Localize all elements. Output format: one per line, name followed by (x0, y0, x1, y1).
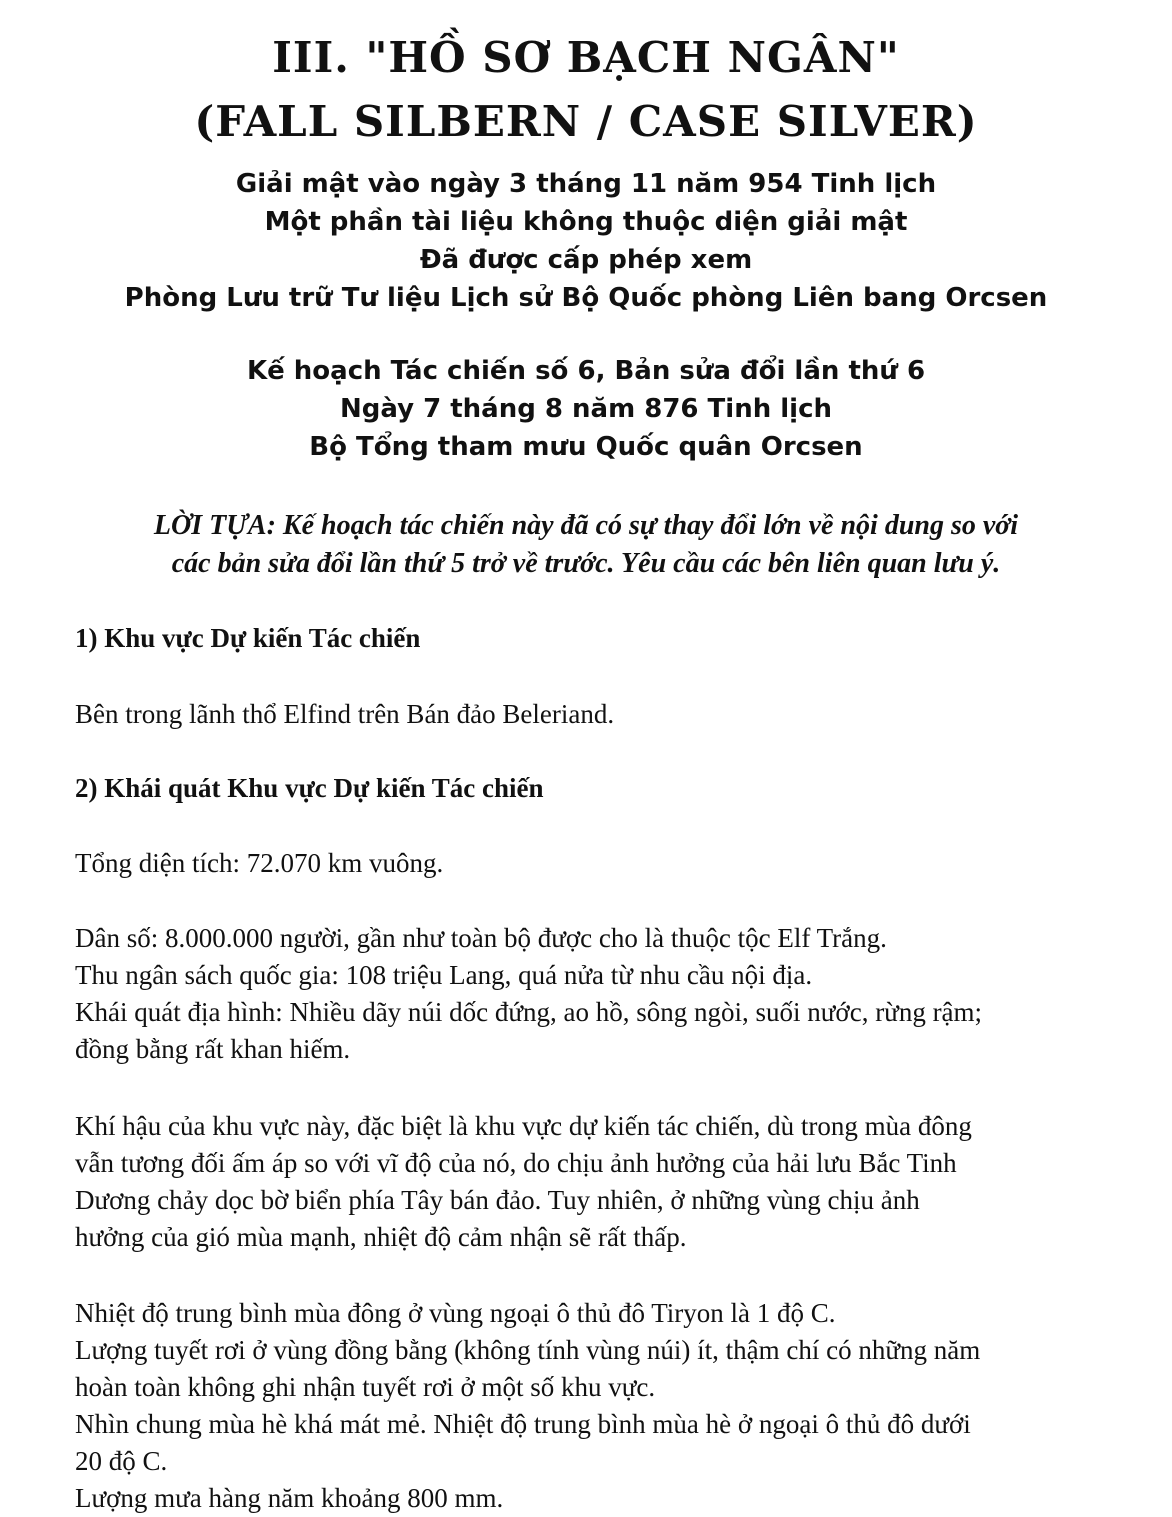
preface-line: các bản sửa đổi lần thứ 5 trở về trước. Yêu cầu các bên liên quan lưu ý. (171, 548, 1001, 579)
paragraph-line: Dân số: 8.000.000 người, gần như toàn bộ được cho là thuộc tộc Elf Trắng. (75, 923, 887, 953)
paragraph-line: hoàn toàn không ghi nhận tuyết rơi ở một số khu vực. (75, 1372, 656, 1402)
total-area-text: Tổng diện tích: 72.070 km vuông. (75, 848, 444, 878)
paragraph-line: vẫn tương đối ấm áp so với vĩ độ của nó, do chịu ảnh hưởng của hải lưu Bắc Tinh (75, 1148, 957, 1178)
preface-note (0, 507, 1172, 583)
declassification-block (0, 165, 1172, 317)
climate-paragraph (75, 1108, 1135, 1256)
operation-plan-line: Kế hoạch Tác chiến số 6, Bản sửa đổi lần thứ 6 (246, 356, 926, 386)
paragraph-line: Dương chảy dọc bờ biển phía Tây bán đảo. Tuy nhiên, ở những vùng chịu ảnh (75, 1185, 920, 1215)
paragraph-line: Lượng tuyết rơi ở vùng đồng bằng (không tính vùng núi) ít, thậm chí có những năm (75, 1335, 981, 1365)
paragraph-line: Nhìn chung mùa hè khá mát mẻ. Nhiệt độ trung bình mùa hè ở ngoại ô thủ đô dưới (75, 1409, 971, 1439)
declassification-line: Phòng Lưu trữ Tư liệu Lịch sử Bộ Quốc phòng Liên bang Orcsen (124, 283, 1048, 313)
declassification-line: Đã được cấp phép xem (419, 245, 753, 275)
population-budget-terrain-block (75, 920, 1135, 1068)
operation-plan-line: Ngày 7 tháng 8 năm 876 Tinh lịch (339, 394, 833, 424)
operation-plan-block (0, 352, 1172, 466)
paragraph-line: Lượng mưa hàng năm khoảng 800 mm. (75, 1483, 504, 1513)
paragraph-line: Khí hậu của khu vực này, đặc biệt là khu vực dự kiến tác chiến, dù trong mùa đông (75, 1111, 972, 1141)
paragraph-line: Nhiệt độ trung bình mùa đông ở vùng ngoại ô thủ đô Tiryon là 1 độ C. (75, 1298, 836, 1328)
section-1-text: Bên trong lãnh thổ Elfind trên Bán đảo Beleriand. (75, 699, 615, 729)
paragraph-line: Thu ngân sách quốc gia: 108 triệu Lang, quá nửa từ nhu cầu nội địa. (75, 960, 813, 990)
declassification-line: Một phần tài liệu không thuộc diện giải mật (264, 207, 908, 237)
preface-line: LỜI TỰA: Kế hoạch tác chiến này đã có sự thay đổi lớn về nội dung so với (153, 510, 1019, 541)
section-2-heading: 2) Khái quát Khu vực Dự kiến Tác chiến (75, 773, 544, 803)
operation-plan-line: Bộ Tổng tham mưu Quốc quân Orcsen (309, 432, 863, 462)
declassification-line: Giải mật vào ngày 3 tháng 11 năm 954 Tinh lịch (235, 169, 937, 199)
paragraph-line: Khái quát địa hình: Nhiều dãy núi dốc đứng, ao hồ, sông ngòi, suối nước, rừng rậm; (75, 997, 983, 1027)
section-1-heading: 1) Khu vực Dự kiến Tác chiến (75, 623, 421, 653)
temperature-paragraph (75, 1295, 1135, 1517)
paragraph-line: hưởng của gió mùa mạnh, nhiệt độ cảm nhận sẽ rất thấp. (75, 1222, 687, 1252)
paragraph-line: 20 độ C. (75, 1446, 168, 1476)
document-title-line-2: (FALL SILBERN / CASE SILVER) (194, 97, 978, 146)
paragraph-line: đồng bằng rất khan hiếm. (75, 1034, 351, 1064)
document-title-line-1: III. "HỒ SƠ BẠCH NGÂN" (272, 33, 900, 82)
